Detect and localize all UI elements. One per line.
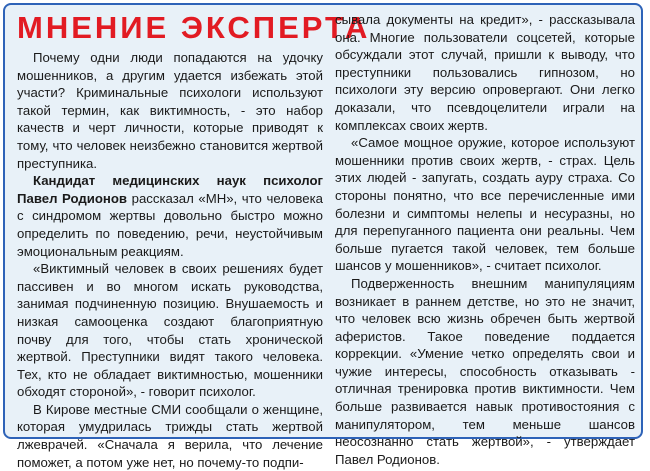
paragraph-quote-victim: «Виктимный человек в своих решениях будет пассивен и во многом искать руководства, занимая подчиненную позицию. Внушаемость и низкая самооценка создают благоприятную почву для того, чтобы стать хронической жертвой. Преступники видят такого человека. Тех, кто не обладает виктимностью, мошенники обходят стороной», - говорит психолог.: [17, 261, 323, 400]
paragraph-intro: Почему одни люди попадаются на удочку мошенников, а другим удается избежать этой участи? Криминальные психологи используют такой термин, как виктимность, - это набор качеств и черт личности, которые приводят к тому, что человек неизбежно становится жертвой преступника.: [17, 50, 323, 171]
paragraph-expert: [17, 172, 323, 260]
paragraph-kirov: В Кирове местные СМИ сообщали о женщине, которая умудрилась трижды стать жертвой лжеврачей. «Сначала я верила, что лечение поможет, а потом уже нет, но почему-то подпи-: [17, 401, 323, 470]
paragraph-continued: сывала документы на кредит», - рассказывала она. Многие пользователи соцсетей, которые обсуждали этот случай, пришли к выводу, что преступники пользовались гипнозом, но психологи эту версию опровергают. Они легко доказали, что псевдоцелители играли на комплексах своих жертв.: [335, 12, 635, 133]
paragraph-fear: «Самое мощное оружие, которое используют мошенники против своих жертв, - страх. Цель этих людей - запугать, создать ауру страха. Со стороны понятно, что все перечисленные ими болезни и симптомы нелепы и несуразны, но для перепуганного пациента они реальны. Чем больше пугается такой человек, тем больше шансов у мошенников», - считает психолог.: [335, 135, 635, 274]
right-column: [335, 5, 635, 468]
expert-statement: рассказал «МН», что человека с синдромом жертвы довольно быстро можно определить по поведению, речи, неустойчивым эмоциональным реакциям.: [17, 190, 323, 259]
paragraph-correction: Подверженность внешним манипуляциям возникает в раннем детстве, но это не значит, что человек всю жизнь обречен быть жертвой аферистов. Такое поведение поддается коррекции. «Умение четко определять свои и чужие интересы, способность отказывать - отличная тренировка против виктимности. Чем больше развивается навык противостояния с манипулятором, тем меньше шансов неосознанно стать жертвой», - утверждает Павел Родионов.: [335, 275, 635, 467]
article-frame: [3, 3, 643, 470]
article-title: МНЕНИЕ ЭКСПЕРТА: [17, 10, 371, 45]
left-column: [17, 5, 371, 471]
expert-name: Кандидат медицинских наук психолог Павел Родионов: [17, 173, 323, 206]
